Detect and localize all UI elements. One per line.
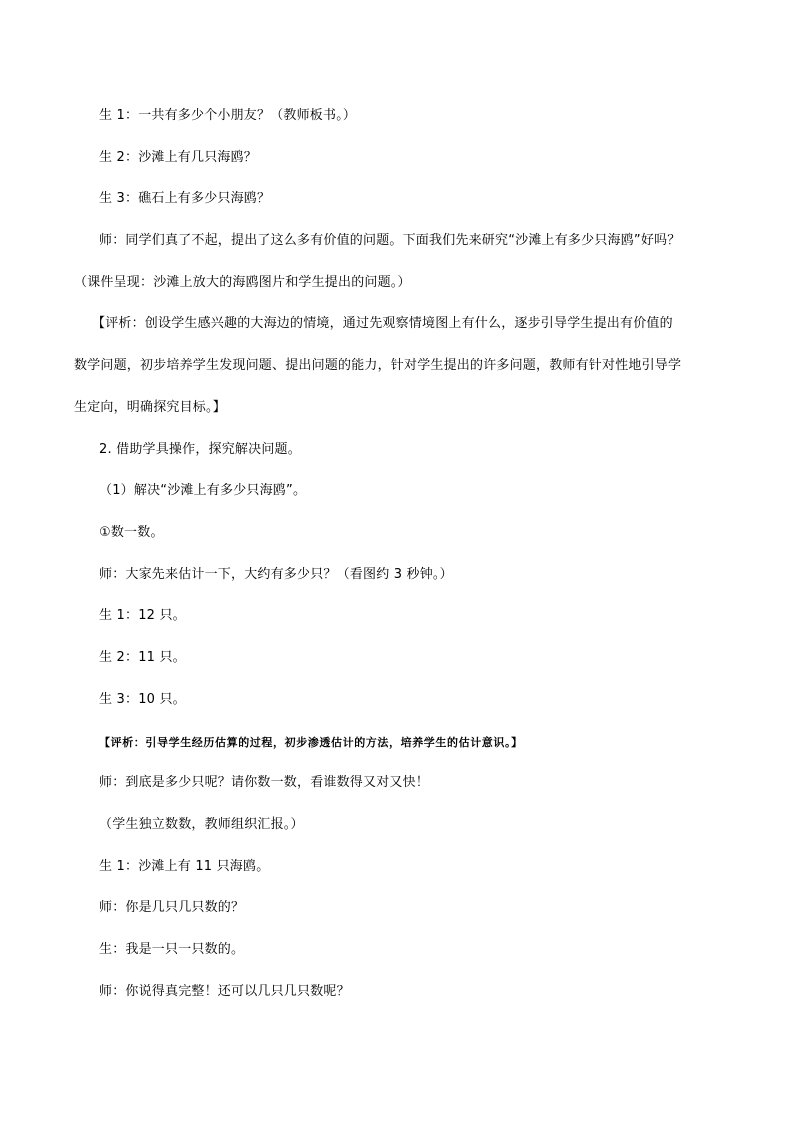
subsection-heading: （1）解决“沙滩上有多少只海鸥”。 bbox=[99, 483, 307, 498]
commentary-line: 生定向，明确探究目标。】 bbox=[74, 400, 226, 415]
dialogue-line: 生 3：10 只。 bbox=[99, 692, 186, 707]
dialogue-line: 师：你说得真完整！还可以几只几只数呢？ bbox=[99, 984, 350, 999]
dialogue-line: 生 1：一共有多少个小朋友？（教师板书。） bbox=[99, 108, 357, 123]
dialogue-line: 生 1：沙滩上有 11 只海鸥。 bbox=[99, 859, 270, 874]
step-heading: ①数一数。 bbox=[99, 525, 164, 540]
dialogue-line: 生 3：礁石上有多少只海鸥？ bbox=[99, 191, 271, 206]
commentary-line: 【评析：引导学生经历估算的过程，初步渗透估计的方法，培养学生的估计意识。】 bbox=[99, 736, 523, 749]
dialogue-line: 师：大家先来估计一下，大约有多少只？（看图约 3 秒钟。） bbox=[99, 567, 453, 582]
dialogue-line: 生：我是一只一只数的。 bbox=[99, 942, 245, 957]
dialogue-line: 生 2：11 只。 bbox=[99, 650, 186, 665]
section-heading: 2. 借助学具操作，探究解决问题。 bbox=[99, 442, 301, 457]
dialogue-line: 生 2：沙滩上有几只海鸥？ bbox=[99, 150, 258, 165]
dialogue-line: 师：你是几只几只数的？ bbox=[99, 900, 245, 915]
commentary-line: 【评析：创设学生感兴趣的大海边的情境，通过先观察情境图上有什么，逐步引导学生提出有价值的 bbox=[92, 316, 673, 331]
dialogue-line: 生 1：12 只。 bbox=[99, 608, 186, 623]
dialogue-line: 师：同学们真了不起，提出了这么多有价值的问题。下面我们先来研究“沙滩上有多少只海鸥”好吗？ bbox=[99, 233, 681, 248]
dialogue-line: （课件呈现：沙滩上放大的海鸥图片和学生提出的问题。） bbox=[74, 275, 411, 290]
dialogue-line: （学生独立数数，教师组织汇报。） bbox=[99, 817, 304, 832]
commentary-line: 数学问题，初步培养学生发现问题、提出问题的能力，针对学生提出的许多问题，教师有针对性地引导学 bbox=[74, 358, 682, 373]
dialogue-line: 师：到底是多少只呢？请你数一数，看谁数得又对又快！ bbox=[99, 775, 430, 790]
